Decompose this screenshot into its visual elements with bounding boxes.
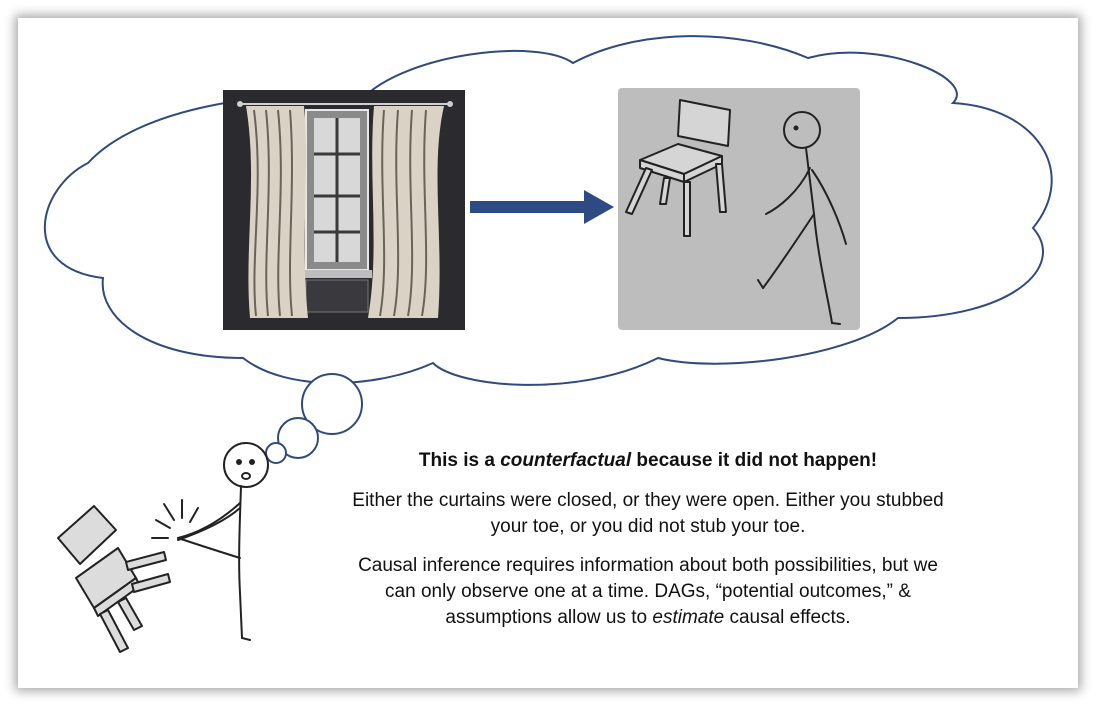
caption-text <box>348 448 948 644</box>
toppled-chair-icon <box>58 506 170 652</box>
paragraph-emphasis: estimate <box>652 607 725 628</box>
thought-bubble-small <box>266 443 286 463</box>
person-stubbing-toe-icon <box>152 443 268 640</box>
headline-emphasis: counterfactual <box>500 450 632 471</box>
window-image <box>223 90 465 330</box>
slide <box>18 18 1078 688</box>
scene-image <box>618 88 860 330</box>
caption-headline: This is a counterfactual because it did not happen! <box>418 450 878 471</box>
caption-paragraph-1: Either the curtains were closed, or they were open. Either you stubbed your toe, or you did not stub your toe. <box>352 490 944 537</box>
caption-paragraph-2: Causal inference requires information about both possibilities, but we can only observe one at a time. DAGs, “potential outcomes,” & assumptions allow us to estimate causal effects. <box>358 555 938 628</box>
